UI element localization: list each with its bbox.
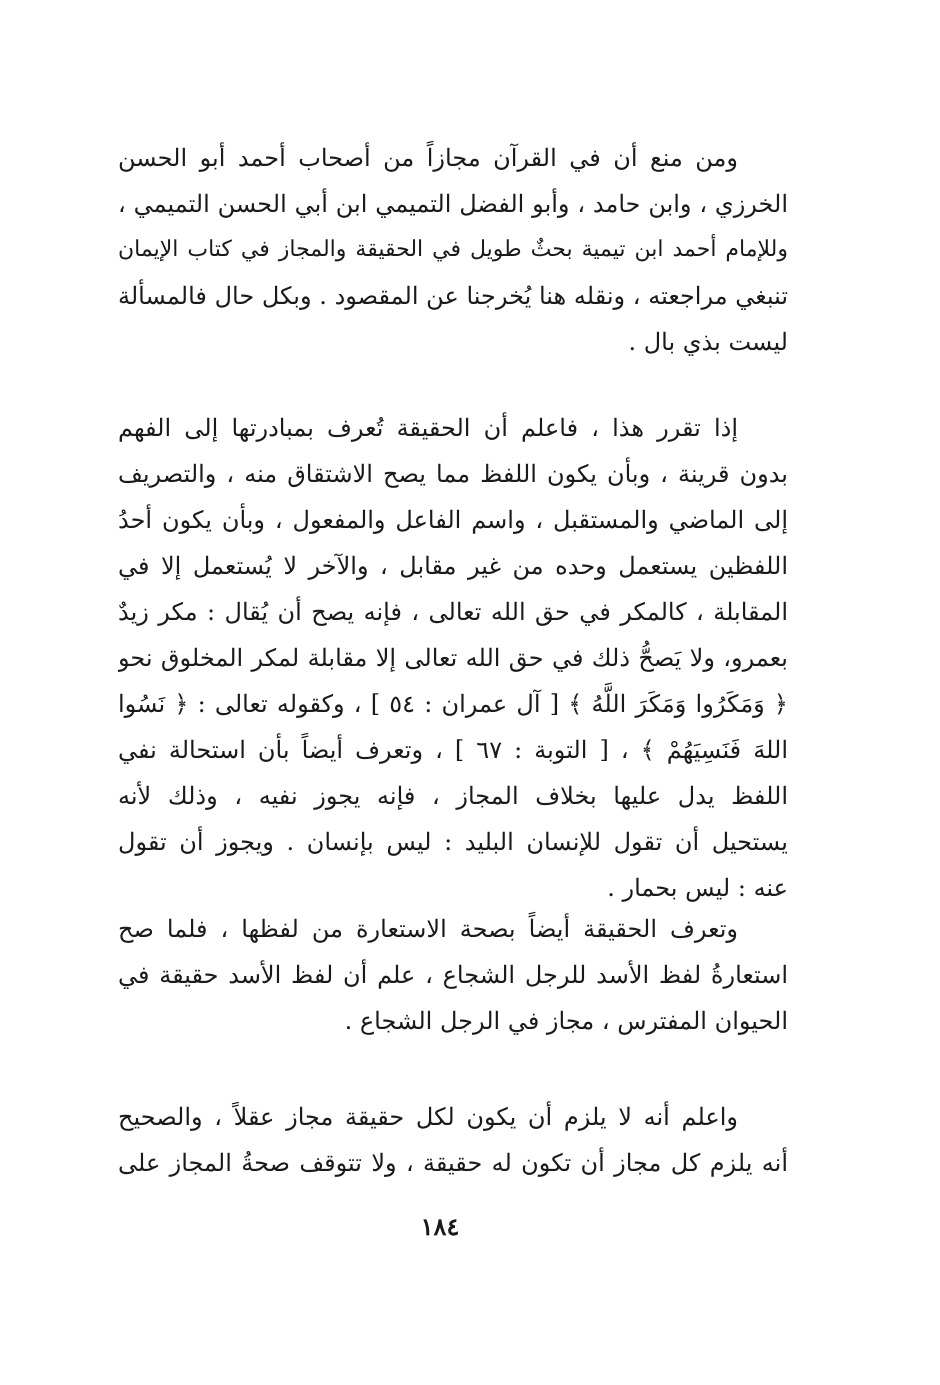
text-line: تنبغي مراجعته ، ونقله هنا يُخرجنا عن المقصود . وبكل حال فالمسألة <box>118 282 788 310</box>
text-line: بدون قرينة ، وبأن يكون اللفظ مما يصح الاشتقاق منه ، والتصريف <box>118 460 788 488</box>
text-line: وتعرف الحقيقة أيضاً بصحة الاستعارة من لفظها ، فلما صح <box>118 915 738 943</box>
paragraph-majaz-opponents <box>118 135 788 365</box>
text-line: استعارةُ لفظ الأسد للرجل الشجاع ، علم أن لفظ الأسد حقيقة في <box>118 961 788 989</box>
text-line: بعمرو، ولا يَصحُّ ذلك في حق الله تعالى إلا مقابلة لمكر المخلوق نحو <box>118 644 788 672</box>
text-line: يستحيل أن تقول للإنسان البليد : ليس بإنسان . ويجوز أن تقول <box>118 828 788 856</box>
text-line: اللفظ يدل عليها بخلاف المجاز ، فإنه يجوز نفيه ، وذلك لأنه <box>118 782 788 810</box>
text-line: اللفظين يستعمل وحده من غير مقابل ، والآخر لا يُستعمل إلا في <box>118 552 788 580</box>
paragraph-signs-of-haqiqa <box>118 405 788 911</box>
text-line: ﴿ وَمَكَرُوا وَمَكَرَ اللَّهُ ﴾ [ آل عمران : ٥٤ ] ، وكقوله تعالى : ﴿ نَسُوا <box>118 690 788 718</box>
text-line: اللهَ فَنَسِيَهُمْ ﴾ ، [ التوبة : ٦٧ ] ، وتعرف أيضاً بأن استحالة نفي <box>118 736 788 764</box>
text-line: الحيوان المفترس ، مجاز في الرجل الشجاع . <box>344 1007 788 1035</box>
text-line: أنه يلزم كل مجاز أن تكون له حقيقة ، ولا تتوقف صحةُ المجاز على <box>118 1149 788 1177</box>
text-line: وللإمام أحمد ابن تيمية بحثٌ طويل في الحقيقة والمجاز في كتاب الإيمان <box>118 237 788 262</box>
paragraph-no-requirement <box>118 1094 788 1186</box>
text-line: المقابلة ، كالمكر في حق الله تعالى ، فإنه يصح أن يُقال : مكر زيدٌ <box>118 598 788 626</box>
text-line: ليست بذي بال . <box>628 328 788 356</box>
page-number: ١٨٤ <box>420 1212 460 1241</box>
text-line: عنه : ليس بحمار . <box>607 874 788 902</box>
text-line: إلى الماضي والمستقبل ، واسم الفاعل والمفعول ، وبأن يكون أحدُ <box>118 506 788 534</box>
text-line: إذا تقرر هذا ، فاعلم أن الحقيقة تُعرف بمبادرتها إلى الفهم <box>118 414 738 442</box>
text-line: الخرزي ، وابن حامد ، وأبو الفضل التميمي ابن أبي الحسن التميمي ، <box>118 190 788 218</box>
paragraph-istiara <box>118 906 788 1044</box>
text-line: واعلم أنه لا يلزم أن يكون لكل حقيقة مجاز عقلاً ، والصحيح <box>118 1103 738 1131</box>
text-line: ومن منع أن في القرآن مجازاً من أصحاب أحمد أبو الحسن <box>118 144 738 172</box>
